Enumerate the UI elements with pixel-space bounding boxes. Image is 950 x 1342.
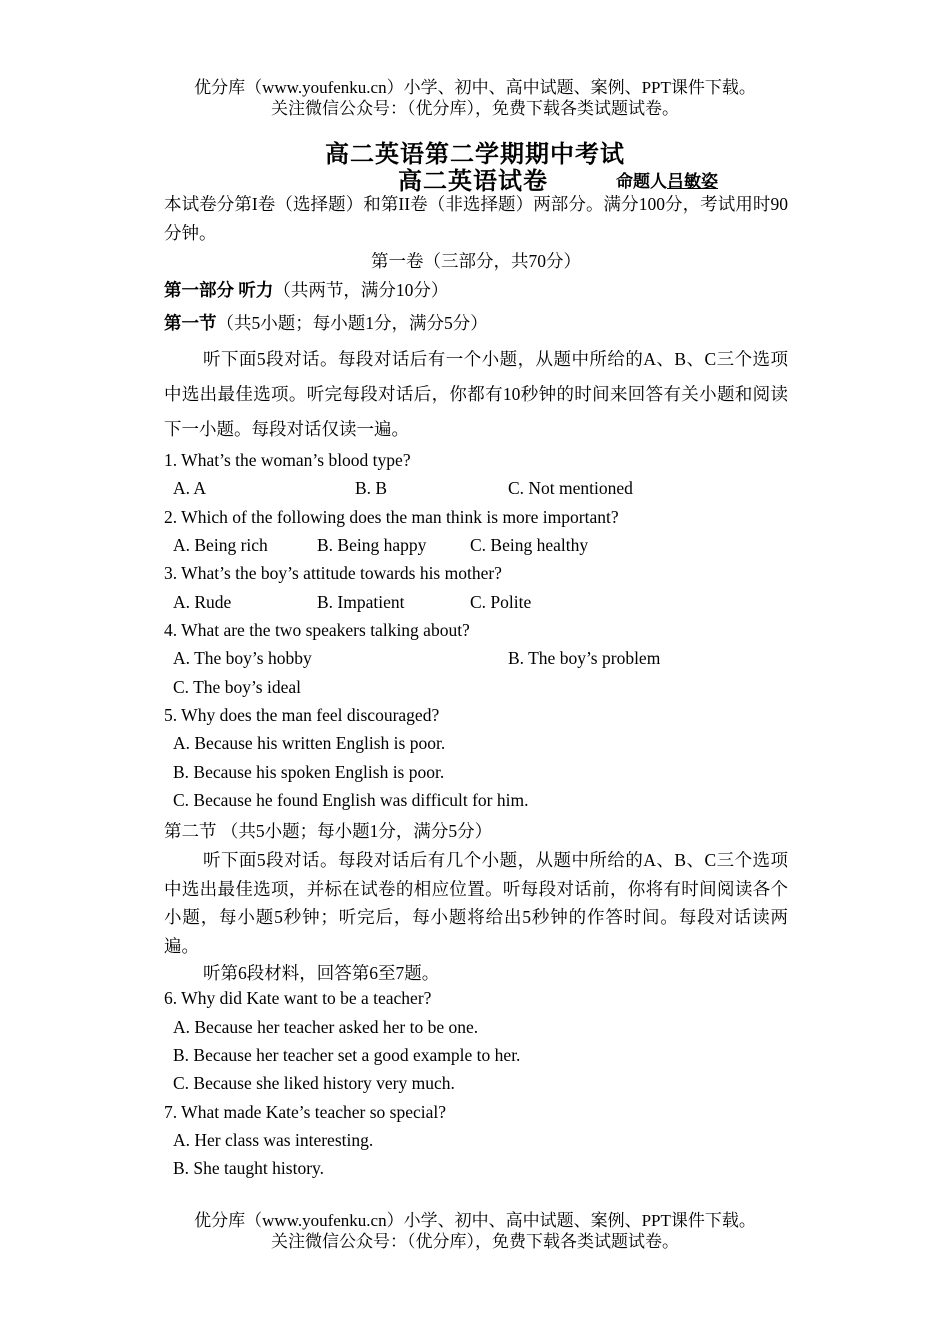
question-stem: 2. Which of the following does the man think is more important? bbox=[164, 507, 619, 527]
question-option: B. The boy’s problem bbox=[508, 648, 661, 668]
question-option: B. Impatient bbox=[317, 592, 405, 612]
author-name: 吕敏姿 bbox=[667, 172, 718, 191]
question-option: C. Not mentioned bbox=[508, 478, 633, 498]
author-label: 命题人 bbox=[616, 172, 667, 191]
part1-heading-bold: 第一部分 听力 bbox=[164, 280, 274, 300]
question-option: B. Because his spoken English is poor. bbox=[173, 762, 445, 782]
question-option: C. The boy’s ideal bbox=[173, 677, 301, 697]
question-option: B. B bbox=[355, 478, 388, 498]
question-option: C. Polite bbox=[470, 592, 532, 612]
question-stem: 6. Why did Kate want to be a teacher? bbox=[164, 988, 432, 1008]
part1-heading-rest: （共两节，满分10分） bbox=[273, 280, 449, 300]
question-option: A. Because her teacher asked her to be one. bbox=[173, 1017, 479, 1037]
question-stem: 4. What are the two speakers talking about? bbox=[164, 620, 470, 640]
material-note: 听第6段材料，回答第6至7题。 bbox=[203, 963, 440, 983]
question-option: B. She taught history. bbox=[173, 1158, 325, 1178]
question-stem: 5. Why does the man feel discouraged? bbox=[164, 705, 440, 725]
question-option: B. Because her teacher set a good example to her. bbox=[173, 1045, 521, 1065]
watermark-top-line2: 关注微信公众号：（优分库），免费下载各类试题试卷。 bbox=[271, 99, 679, 118]
section2-instructions: 听下面5段对话。每段对话后有几个小题，从题中所给的A、B、C三个选项中选出最佳选项，并标在试卷的相应位置。听每段对话前，你将有时间阅读各个小题，每小题5秒钟；听完后，每小题将给出5秒钟的作答时间。每段对话读两遍。 bbox=[164, 850, 788, 956]
question-stem: 3. What’s the boy’s attitude towards his mother? bbox=[164, 563, 502, 583]
question-stem: 1. What’s the woman’s blood type? bbox=[164, 450, 411, 470]
intro-text: 本试卷分第I卷（选择题）和第II卷（非选择题）两部分。满分100分，考试用时90分钟。 bbox=[164, 194, 788, 243]
watermark-bottom-line1: 优分库（www.youfenku.cn）小学、初中、高中试题、案例、PPT课件下载。 bbox=[194, 1211, 756, 1230]
watermark-bottom-line2: 关注微信公众号：（优分库），免费下载各类试题试卷。 bbox=[271, 1232, 679, 1251]
question-option: A. Rude bbox=[173, 592, 232, 612]
section1-heading-rest: （共5小题；每小题1分，满分5分） bbox=[216, 313, 488, 333]
question-option: C. Being healthy bbox=[470, 535, 589, 555]
question-option: A. A bbox=[173, 478, 207, 498]
question-stem: 7. What made Kate’s teacher so special? bbox=[164, 1102, 446, 1122]
author-line bbox=[616, 167, 718, 192]
question-option: C. Because she liked history very much. bbox=[173, 1073, 455, 1093]
part1-heading bbox=[164, 277, 448, 302]
watermark-top-line1: 优分库（www.youfenku.cn）小学、初中、高中试题、案例、PPT课件下载。 bbox=[194, 78, 756, 97]
section1-instructions: 听下面5段对话。每段对话后有一个小题，从题中所给的A、B、C三个选项中选出最佳选项。听完每段对话后，你都有10秒钟的时间来回答有关小题和阅读下一小题。每段对话仅读一遍。 bbox=[164, 349, 788, 439]
question-option: A. Because his written English is poor. bbox=[173, 733, 446, 753]
section1-heading bbox=[164, 310, 488, 335]
exam-title: 高二英语第二学期期中考试 bbox=[325, 142, 625, 168]
question-option: B. Being happy bbox=[317, 535, 427, 555]
volume-heading: 第一卷（三部分，共70分） bbox=[371, 251, 581, 271]
question-option: A. The boy’s hobby bbox=[173, 648, 312, 668]
section1-heading-bold: 第一节 bbox=[164, 313, 217, 333]
question-option: A. Her class was interesting. bbox=[173, 1130, 374, 1150]
question-option: A. Being rich bbox=[173, 535, 268, 555]
section2-heading: 第二节 （共5小题；每小题1分，满分5分） bbox=[164, 821, 493, 841]
paper-subtitle: 高二英语试卷 bbox=[398, 169, 548, 195]
question-option: C. Because he found English was difficult for him. bbox=[173, 790, 529, 810]
